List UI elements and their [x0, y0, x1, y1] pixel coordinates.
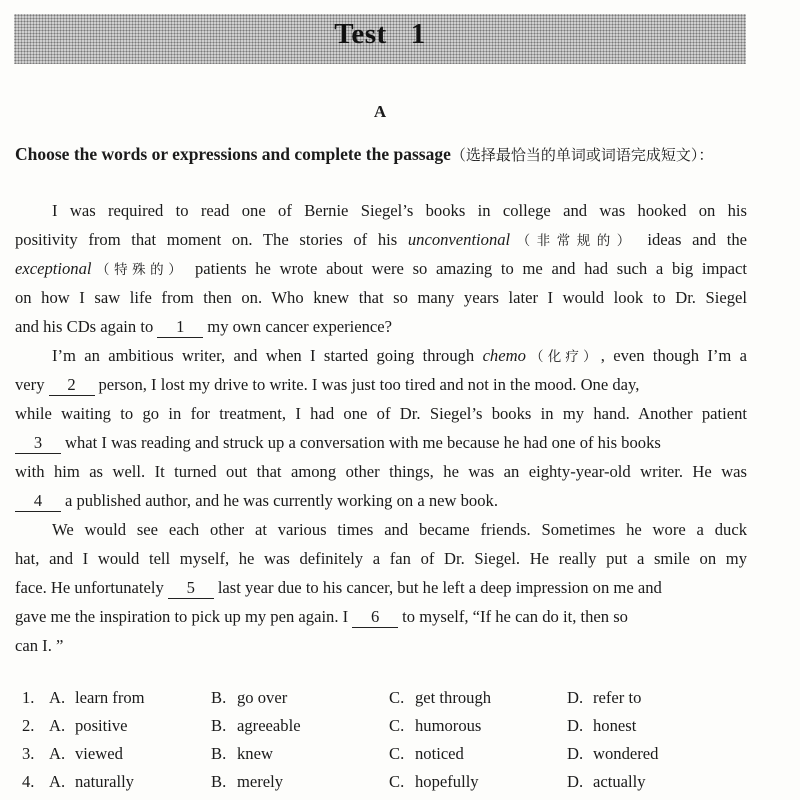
passage-line-5 — [15, 312, 747, 341]
text-span: very — [15, 375, 45, 394]
passage-line-15 — [15, 602, 747, 631]
blank-1[interactable]: 1 — [157, 317, 203, 338]
option-letter: D. — [567, 716, 584, 735]
option-letter: B. — [211, 772, 227, 791]
blank-4[interactable]: 4 — [15, 491, 61, 512]
passage-line-16: can I. ” — [15, 636, 64, 655]
chinese-gloss: （特殊的） — [91, 262, 187, 278]
option-letter: C. — [389, 688, 405, 707]
passage-line-2 — [15, 225, 747, 254]
option-2d[interactable] — [567, 712, 636, 740]
chinese-gloss: （化疗） — [525, 349, 601, 365]
blank-5[interactable]: 5 — [168, 578, 214, 599]
option-letter: C. — [389, 716, 405, 735]
passage-line-11 — [15, 486, 747, 515]
italic-term: exceptional — [15, 259, 92, 278]
option-letter: B. — [211, 688, 227, 707]
passage-line-6 — [52, 341, 747, 370]
passage-line-3 — [15, 254, 747, 283]
text-span: face. He unfortunately — [15, 578, 164, 597]
instruction-chinese: （选择最恰当的单词或词语完成短文）： — [450, 146, 714, 164]
option-letter: A. — [49, 688, 66, 707]
option-text: learn from — [75, 688, 145, 707]
text-span: last year due to his cancer, but he left a deep impression on me and — [217, 578, 662, 597]
text-span: gave me the inspiration to pick up my pen again. I — [15, 607, 349, 626]
option-letter: A. — [49, 716, 66, 735]
option-letter: D. — [567, 688, 584, 707]
option-row-1 — [22, 684, 752, 712]
instruction-english: Choose the words or expressions and complete the passage — [15, 144, 451, 164]
option-4b[interactable] — [211, 768, 283, 796]
option-2a[interactable] — [49, 712, 128, 740]
passage-line-1: I was required to read one of Bernie Siegel’s books in college and was hooked on his — [52, 201, 747, 220]
option-letter: B. — [211, 744, 227, 763]
text-span: person, I lost my drive to write. I was just too tired and not in the mood. One day, — [98, 375, 640, 394]
option-1b[interactable] — [211, 684, 287, 712]
option-text: hopefully — [415, 772, 479, 791]
option-row-4 — [22, 768, 752, 796]
passage-line-10: with him as well. It turned out that among other things, he was an eighty-year-old writer. He was — [15, 462, 747, 481]
option-letter: A. — [49, 744, 66, 763]
option-text: viewed — [75, 744, 123, 763]
question-number: 4. — [22, 772, 35, 791]
passage-line-7 — [15, 370, 747, 399]
option-row-2 — [22, 712, 752, 740]
text-span: a published author, and he was currently working on a new book. — [65, 491, 498, 510]
option-text: wondered — [593, 744, 659, 763]
italic-term: chemo — [482, 346, 526, 365]
option-text: noticed — [415, 744, 464, 763]
option-letter: C. — [389, 744, 405, 763]
question-number: 3. — [22, 744, 35, 763]
blank-6[interactable]: 6 — [352, 607, 398, 628]
option-text: humorous — [415, 716, 482, 735]
text-span: ideas and the — [647, 230, 747, 249]
passage-line-4: on how I saw life from then on. Who knew that so many years later I would look to Dr. Siegel — [15, 288, 747, 307]
option-text: refer to — [593, 688, 642, 707]
text-span: what I was reading and struck up a conversation with me because he had one of his books — [65, 433, 661, 452]
option-row-3 — [22, 740, 752, 768]
question-number: 1. — [22, 688, 35, 707]
option-3d[interactable] — [567, 740, 658, 768]
section-label: A — [373, 102, 387, 121]
option-text: agreeable — [237, 716, 301, 735]
passage-line-8: while waiting to go in for treatment, I had one of Dr. Siegel’s books in my hand. Another patient — [15, 404, 747, 423]
option-text: positive — [75, 716, 128, 735]
option-4a[interactable] — [49, 768, 134, 796]
option-3c[interactable] — [389, 740, 464, 768]
text-span: and his CDs again to — [15, 317, 154, 336]
text-span: I’m an ambitious writer, and when I started going through — [52, 346, 475, 365]
option-text: get through — [415, 688, 492, 707]
option-text: actually — [593, 772, 646, 791]
instruction — [15, 140, 750, 169]
chinese-gloss: （非常规的） — [510, 233, 637, 249]
test-number: 1 — [410, 18, 426, 50]
option-text: honest — [593, 716, 637, 735]
text-span: to myself, “If he can do it, then so — [402, 607, 628, 626]
passage-line-9 — [15, 428, 747, 457]
text-span: positivity from that moment on. The stories of his — [15, 230, 398, 249]
option-text: go over — [237, 688, 288, 707]
option-3a[interactable] — [49, 740, 123, 768]
option-letter: B. — [211, 716, 227, 735]
italic-term: unconventional — [407, 230, 511, 249]
blank-3[interactable]: 3 — [15, 433, 61, 454]
passage-line-13: hat, and I would tell myself, he was definitely a fan of Dr. Siegel. He really put a smile on my — [15, 549, 747, 568]
passage-line-14 — [15, 573, 747, 602]
option-1c[interactable] — [389, 684, 491, 712]
option-text: merely — [237, 772, 284, 791]
option-letter: D. — [567, 744, 584, 763]
option-4d[interactable] — [567, 768, 646, 796]
option-2b[interactable] — [211, 712, 301, 740]
option-1a[interactable] — [49, 684, 145, 712]
test-title — [0, 18, 760, 51]
option-2c[interactable] — [389, 712, 481, 740]
option-text: naturally — [75, 772, 134, 791]
blank-2[interactable]: 2 — [49, 375, 95, 396]
question-number: 2. — [22, 716, 35, 735]
option-3b[interactable] — [211, 740, 273, 768]
option-letter: D. — [567, 772, 584, 791]
text-span: , even though I’m a — [600, 346, 747, 365]
test-label: Test — [334, 18, 387, 50]
option-4c[interactable] — [389, 768, 479, 796]
option-letter: A. — [49, 772, 66, 791]
option-letter: C. — [389, 772, 405, 791]
option-text: knew — [237, 744, 273, 763]
passage-line-12: We would see each other at various times and became friends. Sometimes he wore a duck — [52, 520, 747, 539]
option-1d[interactable] — [567, 684, 641, 712]
text-span: my own cancer experience? — [207, 317, 393, 336]
text-span: patients he wrote about were so amazing to me and had such a big impact — [194, 259, 747, 278]
